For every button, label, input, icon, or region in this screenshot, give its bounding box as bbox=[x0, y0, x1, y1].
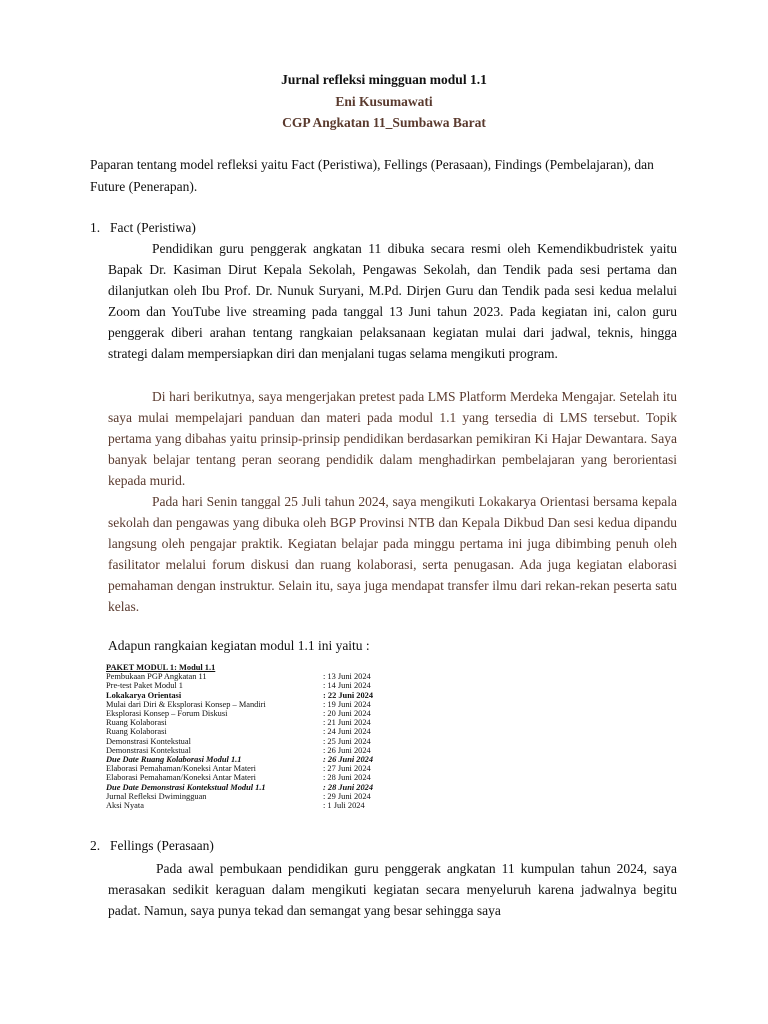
section-2-title: Fellings (Perasaan) bbox=[110, 838, 214, 853]
schedule-date: : 1 Juli 2024 bbox=[323, 801, 365, 811]
schedule-row bbox=[106, 737, 396, 746]
schedule-date: : 19 Juni 2024 bbox=[323, 699, 371, 709]
schedule-row bbox=[106, 718, 396, 727]
schedule-date: : 13 Juni 2024 bbox=[323, 672, 371, 682]
schedule-row bbox=[106, 709, 396, 718]
schedule-activity: Ruang Kolaborasi bbox=[106, 727, 167, 737]
schedule-date: : 29 Juni 2024 bbox=[323, 791, 371, 801]
schedule-row bbox=[106, 783, 396, 792]
schedule-date: : 20 Juni 2024 bbox=[323, 709, 371, 719]
section-1-title: Fact (Peristiwa) bbox=[110, 220, 196, 235]
schedule-title: PAKET MODUL 1: Modul 1.1 bbox=[106, 663, 216, 672]
schedule-activity: Ruang Kolaborasi bbox=[106, 718, 167, 728]
schedule-lead-text: Adapun rangkaian kegiatan modul 1.1 ini yaitu : bbox=[108, 638, 370, 653]
schedule-row bbox=[106, 801, 396, 810]
schedule-activity: Due Date Ruang Kolaborasi Modul 1.1 bbox=[106, 755, 242, 765]
schedule-activity: Eksplorasi Konsep – Forum Diskusi bbox=[106, 709, 228, 719]
schedule-row bbox=[106, 700, 396, 709]
section-1-heading bbox=[90, 220, 196, 236]
schedule-activity: Pembukaan PGP Angkatan 11 bbox=[106, 672, 207, 682]
schedule-row bbox=[106, 691, 396, 700]
schedule-row bbox=[106, 764, 396, 773]
schedule-activity: Aksi Nyata bbox=[106, 801, 144, 811]
schedule-row bbox=[106, 672, 396, 681]
schedule-date: : 22 Juni 2024 bbox=[323, 690, 374, 700]
feelings-paragraph: Pada awal pembukaan pendidikan guru penggerak angkatan 11 kumpulan tahun 2024, saya merasakan sedikit keraguan dalam mengikuti kegiatan secara menyeluruh karena jadwalnya begitu padat. Namun, saya punya tekad dan semangat yang besar sehingga saya bbox=[108, 861, 677, 918]
author-name: Eni Kusumawati bbox=[335, 94, 433, 109]
fact-paragraph-3: Pada hari Senin tanggal 25 Juli tahun 2024, saya mengikuti Lokakarya Orientasi bersama kepala sekolah dan pengawas yang dibuka oleh BGP Provinsi NTB dan Kepala Dikbud Dan sesi kedua dipandu langsung oleh pengajar praktik. Kegiatan belajar pada minggu pertama ini juga dibimbing penuh oleh fasilitator melalui forum diskusi dan ruang kolaborasi, serta penugasan. Ada juga kegiatan elaborasi pemahaman dengan instruktur. Selain itu, saya juga mendapat transfer ilmu dari rekan-rekan peserta satu kelas. bbox=[108, 494, 677, 614]
schedule-row bbox=[106, 773, 396, 782]
intro-paragraph: Paparan tentang model refleksi yaitu Fact (Peristiwa), Fellings (Perasaan), Findings (Pembelajaran), dan Future (Penerapan). bbox=[90, 157, 654, 194]
schedule-date: : 14 Juni 2024 bbox=[323, 681, 371, 691]
section-2-number: 2. bbox=[90, 838, 101, 853]
schedule-activity: Lokakarya Orientasi bbox=[106, 690, 182, 700]
schedule-activity: Due Date Demonstrasi Kontekstual Modul 1.1 bbox=[106, 782, 266, 792]
schedule-date: : 27 Juni 2024 bbox=[323, 764, 371, 774]
schedule-rows bbox=[106, 672, 396, 810]
schedule-date: : 26 Juni 2024 bbox=[323, 745, 371, 755]
schedule-activity: Elaborasi Pemahaman/Koneksi Antar Materi bbox=[106, 773, 257, 783]
schedule-activity: Demonstrasi Kontekstual bbox=[106, 736, 191, 746]
schedule-activity: Jurnal Refleksi Dwimingguan bbox=[106, 791, 207, 801]
schedule-activity: Elaborasi Pemahaman/Koneksi Antar Materi bbox=[106, 764, 257, 774]
schedule-activity: Mulai dari Diri & Eksplorasi Konsep – Mandiri bbox=[106, 699, 266, 709]
journal-title: Jurnal refleksi mingguan modul 1.1 bbox=[281, 72, 487, 87]
section-1-number: 1. bbox=[90, 220, 101, 235]
schedule-row bbox=[106, 727, 396, 736]
schedule-date: : 28 Juni 2024 bbox=[323, 773, 371, 783]
schedule-date: : 24 Juni 2024 bbox=[323, 727, 371, 737]
schedule-table bbox=[106, 663, 396, 810]
fact-paragraph-1: Pendidikan guru penggerak angkatan 11 dibuka secara resmi oleh Kemendikbudristek yaitu Bapak Dr. Kasiman Dirut Kepala Sekolah, Pengawas Sekolah, dan Tendik pada sesi pertama dan dilanjutkan oleh Ibu Prof. Dr. Nunuk Suryani, M.Pd. Dirjen Guru dan Tendik pada sesi kedua melalui Zoom dan YouTube live streaming pada tanggal 13 Juni tahun 2023. Pada kegiatan ini, calon guru penggerak diberi arahan tentang rangkaian pelaksanaan kegiatan mulai dari jadwal, teknis, hingga strategi dalam mempersiapkan diri dan menjalani tugas selama mengikuti program. bbox=[108, 241, 677, 361]
schedule-date: : 26 Juni 2024 bbox=[323, 755, 374, 765]
schedule-row bbox=[106, 792, 396, 801]
schedule-row bbox=[106, 755, 396, 764]
schedule-date: : 21 Juni 2024 bbox=[323, 718, 371, 728]
cohort-name: CGP Angkatan 11_Sumbawa Barat bbox=[282, 115, 486, 130]
schedule-row bbox=[106, 681, 396, 690]
schedule-activity: Pre-test Paket Modul 1 bbox=[106, 681, 183, 691]
section-2-heading bbox=[90, 838, 214, 854]
schedule-row bbox=[106, 746, 396, 755]
schedule-date: : 28 Juni 2024 bbox=[323, 782, 374, 792]
fact-paragraph-2: Di hari berikutnya, saya mengerjakan pretest pada LMS Platform Merdeka Mengajar. Setelah itu saya mulai mempelajari panduan dan materi pada modul 1.1 yang tersedia di LMS tersebut. Topik pertama yang dibahas yaitu prinsip-prinsip pendidikan berdasarkan pemikiran Ki Hajar Dewantara. Saya banyak belajar tentang peran seorang pendidik dalam menghadirkan pembelajaran yang berorientasi kepada murid. bbox=[108, 389, 677, 488]
schedule-date: : 25 Juni 2024 bbox=[323, 736, 371, 746]
schedule-activity: Demonstrasi Kontekstual bbox=[106, 745, 191, 755]
